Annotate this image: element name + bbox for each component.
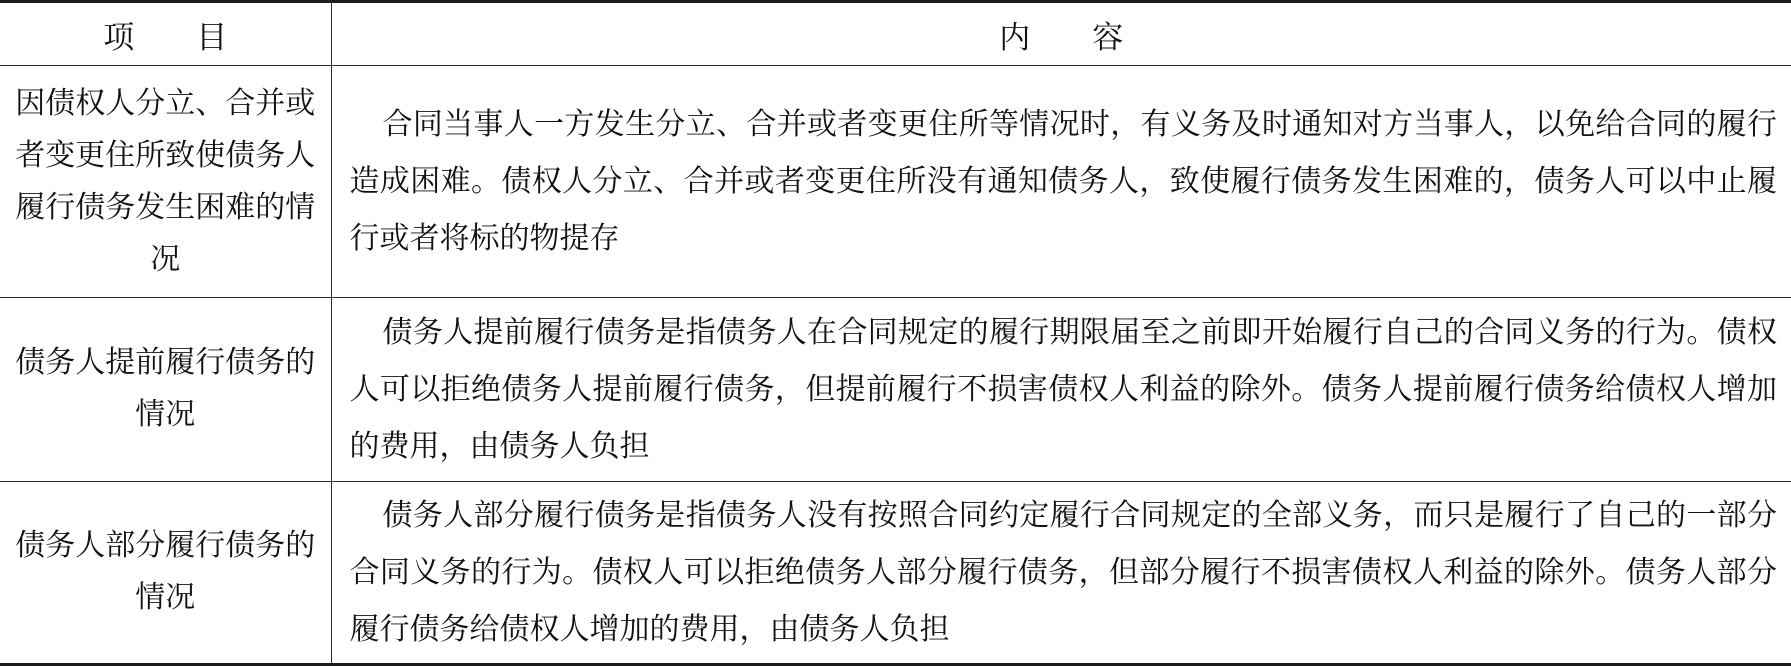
content-paragraph: 债务人部分履行债务是指债务人没有按照合同约定履行合同规定的全部义务，而只是履行了自己的一部分合同义务的行为。债权人可以拒绝债务人部分履行债务，但部分履行不损害债权人利益的除外。债务人部分履行债务给债权人增加的费用，由债务人负担: [349, 497, 1777, 647]
content-cell: [331, 298, 1791, 481]
table-row: [0, 298, 1791, 481]
table-header-row: [0, 2, 1791, 66]
item-cell: 债务人部分履行债务的情况: [0, 481, 331, 664]
content-cell: [331, 481, 1791, 664]
item-cell: 债务人提前履行债务的情况: [0, 298, 331, 481]
column-header-content: 内 容: [331, 2, 1791, 66]
content-paragraph: 债务人提前履行债务是指债务人在合同规定的履行期限届至之前即开始履行自己的合同义务的行为。债权人可以拒绝债务人提前履行债务，但提前履行不损害债权人利益的除外。债务人提前履行债务给债权人增加的费用，由债务人负担: [349, 314, 1777, 464]
table-row: [0, 481, 1791, 664]
content-paragraph: 合同当事人一方发生分立、合并或者变更住所等情况时，有义务及时通知对方当事人，以免给合同的履行造成困难。债权人分立、合并或者变更住所没有通知债务人，致使履行债务发生困难的，债务人可以中止履行或者将标的物提存: [349, 107, 1777, 257]
item-cell: 因债权人分立、合并或者变更住所致使债务人履行债务发生困难的情况: [0, 66, 331, 298]
column-header-item: 项 目: [0, 2, 331, 66]
content-cell: [331, 66, 1791, 298]
table-row: [0, 66, 1791, 298]
